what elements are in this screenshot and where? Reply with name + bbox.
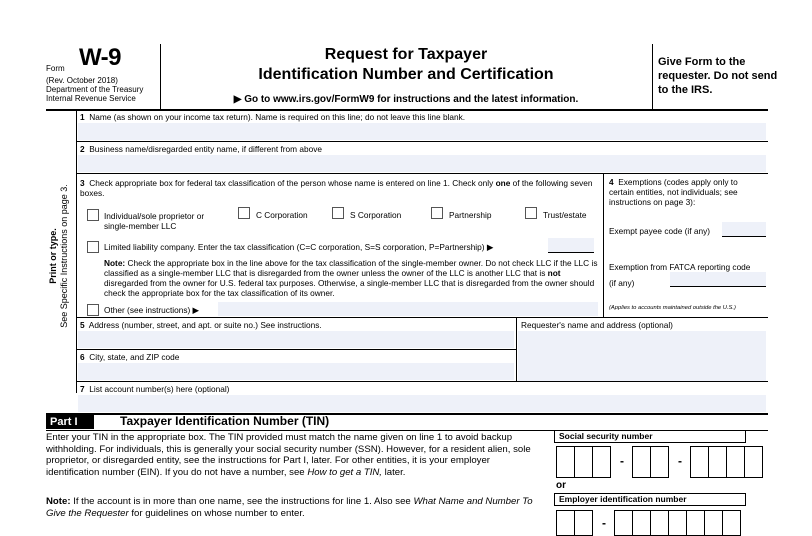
- line-4-label: 4 Exemptions (codes apply only to certain entities, not individuals; see instructions on page 3):: [609, 177, 738, 207]
- c-corporation-label: C Corporation: [256, 210, 308, 220]
- ein-digit-box[interactable]: [574, 510, 593, 536]
- ssn-dash: -: [678, 454, 682, 468]
- trust-estate-label: Trust/estate: [543, 210, 587, 220]
- ssn-digit-box[interactable]: [556, 446, 575, 478]
- part-1-badge: Part I: [46, 415, 94, 429]
- ein-digit-box[interactable]: [632, 510, 651, 536]
- ssn-digit-box[interactable]: [690, 446, 709, 478]
- account-numbers-field[interactable]: [78, 395, 766, 412]
- partnership-checkbox[interactable]: [431, 207, 443, 219]
- other-checkbox[interactable]: [87, 304, 99, 316]
- fatca-label: Exemption from FATCA reporting code (if any): [609, 262, 751, 288]
- trust-estate-checkbox[interactable]: [525, 207, 537, 219]
- llc-note: Note: Check the appropriate box in the line above for the tax classification of the single-member owner. Do not check LLC if the LLC is classified as a single-member LLC that is disregarded from the owner unless the owner of the LLC is another LLC that is not disregarded from the owner for U.S. federal tax purposes. Otherwise, a single-member LLC that is disregarded from the owner should check the appropriate box for the tax classification of its owner.: [104, 258, 598, 298]
- line-1-label: 1 Name (as shown on your income tax return). Name is required on this line; do not leave this line blank.: [80, 112, 466, 122]
- ssn-digit-box[interactable]: [592, 446, 611, 478]
- see-specific-instructions: See Specific Instructions on page 3.: [59, 184, 69, 328]
- form-word: Form: [46, 64, 65, 73]
- ssn-digit-box[interactable]: [574, 446, 593, 478]
- s-corporation-label: S Corporation: [350, 210, 402, 220]
- ssn-digit-box[interactable]: [744, 446, 763, 478]
- line-2-label: 2 Business name/disregarded entity name, if different from above: [80, 144, 322, 154]
- ein-digit-box[interactable]: [668, 510, 687, 536]
- form-id-block: [46, 44, 160, 110]
- tin-instructions: Enter your TIN in the appropriate box. The TIN provided must match the name given on line 1 to avoid backup withholding. For individuals, this is generally your social security number (SSN). However, for a resident alien, sole proprietor, or disregarded entity, see the instructions for Part I, later. For other entities, it is your employer identification number (EIN). If you do not have a number, see How to get a TIN, later.: [46, 432, 531, 478]
- llc-checkbox[interactable]: [87, 241, 99, 253]
- individual-label: Individual/sole proprietor or single-member LLC: [104, 211, 205, 231]
- instructions-link[interactable]: ▶ Go to www.irs.gov/FormW9 for instructions and the latest information.: [233, 94, 579, 105]
- form-title-line1: Request for Taxpayer: [324, 46, 488, 63]
- or-label: or: [556, 480, 566, 491]
- ein-digit-box[interactable]: [614, 510, 633, 536]
- name-field[interactable]: [78, 123, 766, 140]
- ssn-label: Social security number: [554, 430, 746, 443]
- address-field[interactable]: [78, 331, 514, 348]
- other-field[interactable]: [218, 302, 598, 316]
- exempt-payee-label: Exempt payee code (if any): [609, 226, 710, 236]
- requester-field[interactable]: [518, 331, 766, 381]
- ein-digit-box[interactable]: [722, 510, 741, 536]
- ein-digit-box[interactable]: [686, 510, 705, 536]
- ssn-digit-box[interactable]: [650, 446, 669, 478]
- agency: Internal Revenue Service: [46, 94, 136, 103]
- line-3-label: 3 Check appropriate box for federal tax classification of the person whose name is entered on line 1. Check only one of the following seven boxes.: [80, 178, 593, 198]
- fatca-note: (Applies to accounts maintained outside the U.S.): [609, 305, 736, 311]
- ssn-digit-box[interactable]: [708, 446, 727, 478]
- c-corporation-checkbox[interactable]: [238, 207, 250, 219]
- tin-note: Note: If the account is in more than one name, see the instructions for line 1. Also see What Name and Number To Give the Requester for guidelines on whose number to enter.: [46, 496, 533, 519]
- individual-checkbox[interactable]: [87, 209, 99, 221]
- give-form-note: Give Form to the requester. Do not send to the IRS.: [658, 56, 778, 96]
- form-title-line2: Identification Number and Certification: [258, 66, 554, 83]
- exempt-payee-field[interactable]: [722, 222, 766, 236]
- ein-dash: -: [602, 516, 606, 530]
- ein-digit-box[interactable]: [556, 510, 575, 536]
- requester-label: Requester's name and address (optional): [521, 320, 673, 330]
- part-1-title: Taxpayer Identification Number (TIN): [120, 414, 330, 428]
- partnership-label: Partnership: [449, 210, 492, 220]
- side-instructions: [44, 140, 74, 380]
- ssn-digit-box[interactable]: [632, 446, 651, 478]
- line-6-label: 6 City, state, and ZIP code: [80, 352, 180, 362]
- llc-classification-field[interactable]: [548, 238, 594, 252]
- other-label: Other (see instructions) ▶: [104, 305, 199, 315]
- form-number: W-9: [79, 44, 122, 71]
- business-name-field[interactable]: [78, 155, 766, 172]
- department: Department of the Treasury: [46, 85, 144, 94]
- fatca-field[interactable]: [670, 272, 766, 286]
- ein-digit-box[interactable]: [650, 510, 669, 536]
- ssn-dash: -: [620, 454, 624, 468]
- llc-label: Limited liability company. Enter the tax classification (C=C corporation, S=S corporation, P=Partnership) ▶: [104, 242, 494, 252]
- city-state-zip-field[interactable]: [78, 363, 514, 380]
- line-5-label: 5 Address (number, street, and apt. or suite no.) See instructions.: [80, 320, 322, 330]
- ssn-digit-box[interactable]: [726, 446, 745, 478]
- ein-digit-box[interactable]: [704, 510, 723, 536]
- s-corporation-checkbox[interactable]: [332, 207, 344, 219]
- line-7-label: 7 List account number(s) here (optional): [80, 384, 230, 394]
- revision-date: (Rev. October 2018): [46, 76, 118, 85]
- print-or-type: Print or type.: [48, 228, 58, 284]
- ein-label: Employer identification number: [554, 493, 746, 506]
